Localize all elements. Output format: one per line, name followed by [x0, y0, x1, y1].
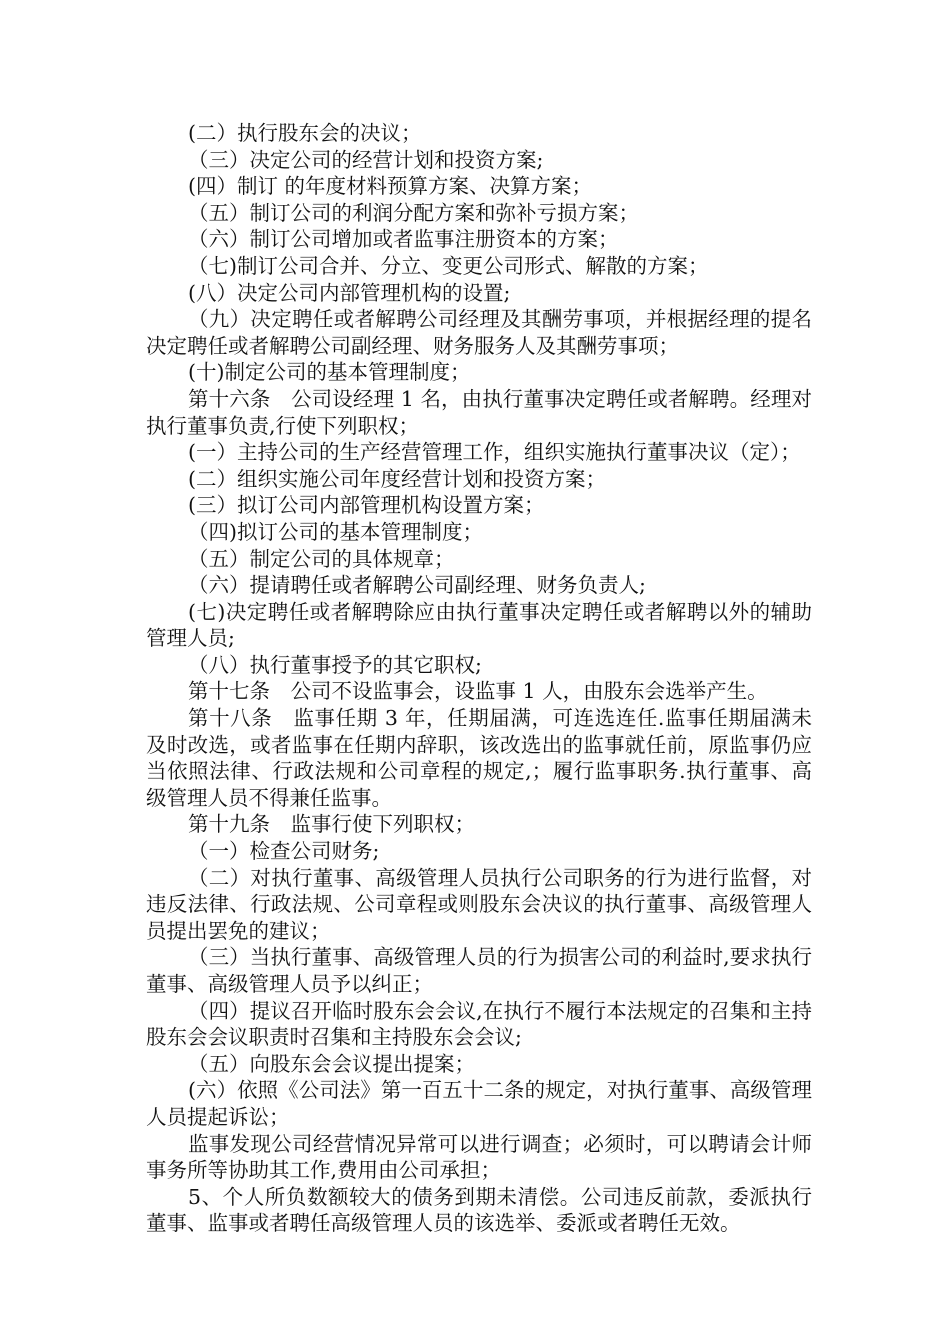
paragraph: (六）依照《公司法》第一百五十二条的规定，对执行董事、高级管理人员提起诉讼；: [146, 1078, 812, 1129]
paragraph: (二）组织实施公司年度经营计划和投资方案；: [188, 466, 606, 491]
paragraph: （三）当执行董事、高级管理人员的行为损害公司的利益时,要求执行董事、高级管理人员予以纠正；: [146, 945, 812, 996]
paragraph: 第十八条 监事任期 3 年，任期届满，可连选连任.监事任期届满未及时改选，或者监事在任期内辞职，该改选出的监事就任前，原监事仍应当依照法律、行政法规和公司章程的规定,；履行监事职务.执行董事、高级管理人员不得兼任监事。: [146, 706, 812, 810]
document-page: [146, 120, 812, 1237]
paragraph: （九）决定聘任或者解聘公司经理及其酬劳事项，并根据经理的提名决定聘任或者解聘公司副经理、财务服务人及其酬劳事项；: [146, 307, 812, 358]
paragraph: (八）决定公司内部管理机构的设置;: [188, 280, 511, 305]
paragraph: (三）拟订公司内部管理机构设置方案；: [188, 493, 545, 518]
paragraph: （三）决定公司的经营计划和投资方案;: [188, 147, 544, 172]
paragraph: 第十六条 公司设经理 1 名，由执行董事决定聘任或者解聘。经理对执行董事负责,行使下列职权；: [146, 386, 812, 438]
paragraph: （二）对执行董事、高级管理人员执行公司职务的行为进行监督，对违反法律、行政法规、公司章程或则股东会决议的执行董事、高级管理人员提出罢免的建议；: [146, 865, 812, 943]
paragraph: 第十七条 公司不设监事会，设监事 1 人，由股东会选举产生。: [188, 679, 768, 704]
paragraph: 监事发现公司经营情况异常可以进行调查；必须时，可以聘请会计师事务所等协助其工作,费用由公司承担；: [146, 1131, 812, 1183]
paragraph: 第十九条 监事行使下列职权；: [188, 812, 475, 837]
paragraph: 5、个人所负数额较大的债务到期未清偿。公司违反前款，委派执行董事、监事或者聘任高级管理人员的该选举、委派或者聘任无效。: [146, 1184, 812, 1236]
paragraph: (四）制订 的年度材料预算方案、决算方案；: [188, 174, 593, 199]
paragraph: （四)拟订公司的基本管理制度；: [188, 519, 483, 544]
paragraph: （五）制定公司的具体规章；: [188, 546, 455, 571]
paragraph: (二）执行股东会的决议；: [188, 121, 422, 145]
paragraph: （六）制订公司增加或者监事注册资本的方案；: [188, 227, 619, 252]
paragraph: (七)决定聘任或者解聘除应由执行董事决定聘任或者解聘以外的辅助管理人员;: [146, 599, 812, 651]
paragraph: （六）提请聘任或者解聘公司副经理、财务负责人;: [188, 573, 646, 598]
paragraph: （五）向股东会会议提出提案；: [188, 1051, 475, 1076]
paragraph: （四）提议召开临时股东会会议,在执行不履行本法规定的召集和主持股东会会议职责时召集和主持股东会会议;: [146, 998, 812, 1050]
paragraph: （一）检查公司财务;: [188, 839, 380, 864]
paragraph: (一）主持公司的生产经营管理工作，组织实施执行董事决议（定）；: [188, 440, 801, 465]
paragraph: (十)制定公司的基本管理制度；: [188, 360, 471, 385]
paragraph: （七)制订公司合并、分立、变更公司形式、解散的方案；: [188, 253, 709, 278]
paragraph: （八）执行董事授予的其它职权;: [188, 652, 482, 677]
paragraph: （五）制订公司的利润分配方案和弥补亏损方案；: [188, 200, 639, 225]
